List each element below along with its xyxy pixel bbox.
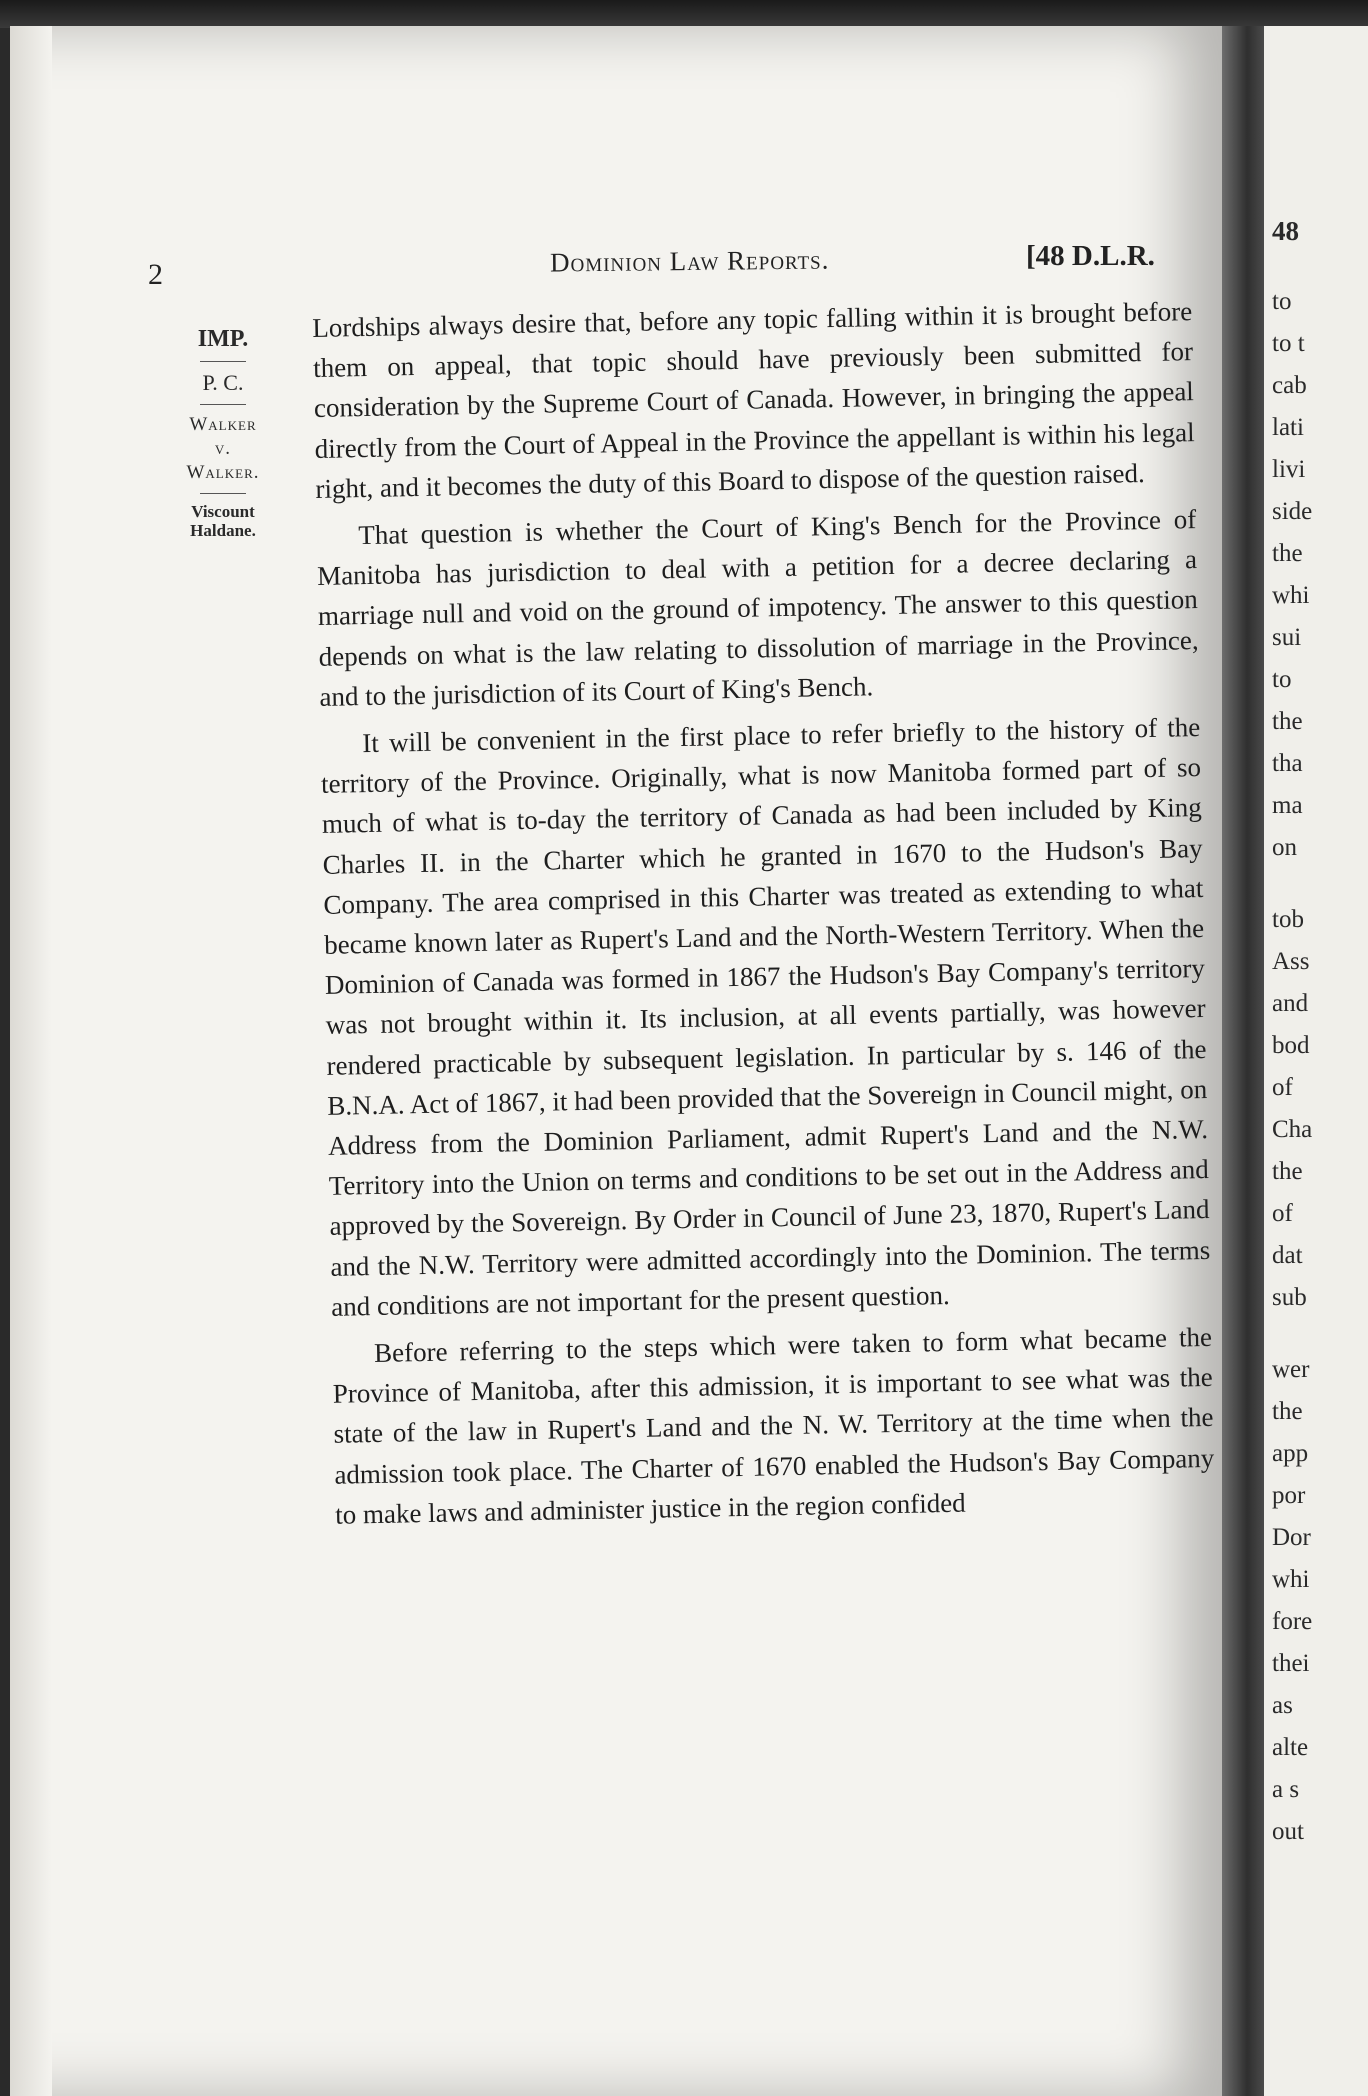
- facing-page-word: the: [1272, 708, 1303, 735]
- margin-notes: [160, 326, 286, 540]
- facing-page-word: wer: [1272, 1356, 1310, 1383]
- margin-divider: [200, 493, 246, 494]
- facing-page-word: tob: [1272, 906, 1304, 933]
- facing-page-word: thei: [1272, 1650, 1310, 1677]
- facing-page-word: fore: [1272, 1608, 1313, 1635]
- facing-page-word: app: [1272, 1440, 1309, 1467]
- margin-divider: [200, 361, 246, 362]
- book-page: [10, 26, 1222, 2096]
- page-number: 2: [148, 258, 163, 291]
- facing-page-word: dat: [1272, 1242, 1303, 1269]
- margin-judge-title: Viscount: [191, 502, 255, 521]
- margin-case-name-2: Walker.: [186, 462, 260, 483]
- facing-page-word: the: [1272, 1158, 1303, 1185]
- facing-page-word: alte: [1272, 1734, 1309, 1761]
- scanner-top-edge: [0, 0, 1368, 28]
- running-head: Dominion Law Reports.: [549, 244, 830, 278]
- facing-page-word: the: [1272, 1398, 1303, 1425]
- book-gutter-shadow: [1222, 26, 1264, 2096]
- facing-page-word: out: [1272, 1818, 1304, 1845]
- facing-page-word: whi: [1272, 582, 1310, 609]
- facing-page-word: the: [1272, 540, 1303, 567]
- facing-page-fragment: [1264, 26, 1368, 2096]
- facing-page-word: as: [1272, 1692, 1293, 1719]
- paragraph: Lordships always desire that, before any topic falling within it is brought before them on appeal, that topic should have previously been submitted for consideration by the Supreme Court of Canada. However, in bringing the appeal directly from the Court of Appeal in the Province the appellant is within his legal right, and it becomes the duty of this Board to dispose of the question raised.: [312, 296, 1195, 504]
- margin-tribunal: P. C.: [202, 370, 244, 395]
- facing-page-word: bod: [1272, 1032, 1310, 1059]
- facing-page-word: of: [1272, 1074, 1293, 1101]
- facing-page-word: ma: [1272, 792, 1303, 819]
- facing-page-word: of: [1272, 1200, 1293, 1227]
- facing-page-word: and: [1272, 990, 1309, 1017]
- facing-page-word: por: [1272, 1482, 1306, 1509]
- facing-page-word: tha: [1272, 750, 1303, 777]
- margin-judge-name: Haldane.: [190, 521, 256, 540]
- facing-page-word: Cha: [1272, 1116, 1313, 1143]
- facing-page-word: Ass: [1272, 948, 1310, 975]
- facing-page-word: to t: [1272, 330, 1305, 357]
- facing-page-word: a s: [1272, 1776, 1300, 1803]
- margin-case-versus: v.: [214, 438, 232, 459]
- facing-page-word: cab: [1272, 372, 1307, 399]
- facing-page-word: to: [1272, 288, 1292, 315]
- facing-page-header: 48: [1272, 216, 1299, 246]
- facing-page-word: side: [1272, 498, 1313, 525]
- facing-page-word: lati: [1272, 414, 1304, 441]
- facing-page-word: on: [1272, 834, 1297, 861]
- paragraph: That question is whether the Court of King's Bench for the Province of Manitoba has jurisdiction to deal with a petition for a decree declaring a marriage null and void on the ground of impotency. The answer to this question depends on what is the law relating to dissolution of marriage in the Province, and to the jurisdiction of its Court of King's Bench.: [316, 504, 1199, 712]
- facing-page-word: Dor: [1272, 1524, 1311, 1551]
- facing-page-word: livi: [1272, 456, 1306, 483]
- paragraph: Before referring to the steps which were taken to form what became the Province of Manitoba, after this admission, it is important to see what was the state of the law in Rupert's Land and the N. W. Territory at the time when the admission took place. The Charter of 1670 enabled the Hudson's Bay Company to make laws and administer justice in the region confided: [332, 1321, 1215, 1530]
- volume-reference: [48 D.L.R.: [1026, 240, 1155, 272]
- paragraph: It will be convenient in the first place to refer briefly to the history of the territory of the Province. Originally, what is now Manitoba formed part of so much of what is to-day the territory of Canada as had been included by King Charles II. in the Charter which he granted in 1670 to the Hudson's Bay Company. The area comprised in this Charter was treated as extending to what became known later as Rupert's Land and the North-Western Territory. When the Dominion of Canada was formed in 1867 the Hudson's Bay Company's territory was not brought within it. Its inclusion, at all events partially, was however rendered practicable by subsequent legislation. In particular by s. 146 of the B.N.A. Act of 1867, it had been provided that the Sovereign in Council might, on Address from the Dominion Parliament, admit Rupert's Land and the N.W. Territory into the Union on terms and conditions to be set out in the Address and approved by the Sovereign. By Order in Council of June 23, 1870, Rupert's Land and the N.W. Territory were admitted accordingly into the Dominion. The terms and conditions are not important for the present question.: [320, 712, 1211, 1322]
- margin-case-name-1: Walker: [189, 414, 257, 435]
- margin-court: IMP.: [197, 326, 249, 352]
- facing-page-word: sub: [1272, 1284, 1307, 1311]
- facing-page-word: whi: [1272, 1566, 1310, 1593]
- facing-page-word: sui: [1272, 624, 1302, 651]
- facing-page-word: to: [1272, 666, 1292, 693]
- margin-divider: [200, 404, 246, 405]
- body-text: [312, 291, 1215, 1535]
